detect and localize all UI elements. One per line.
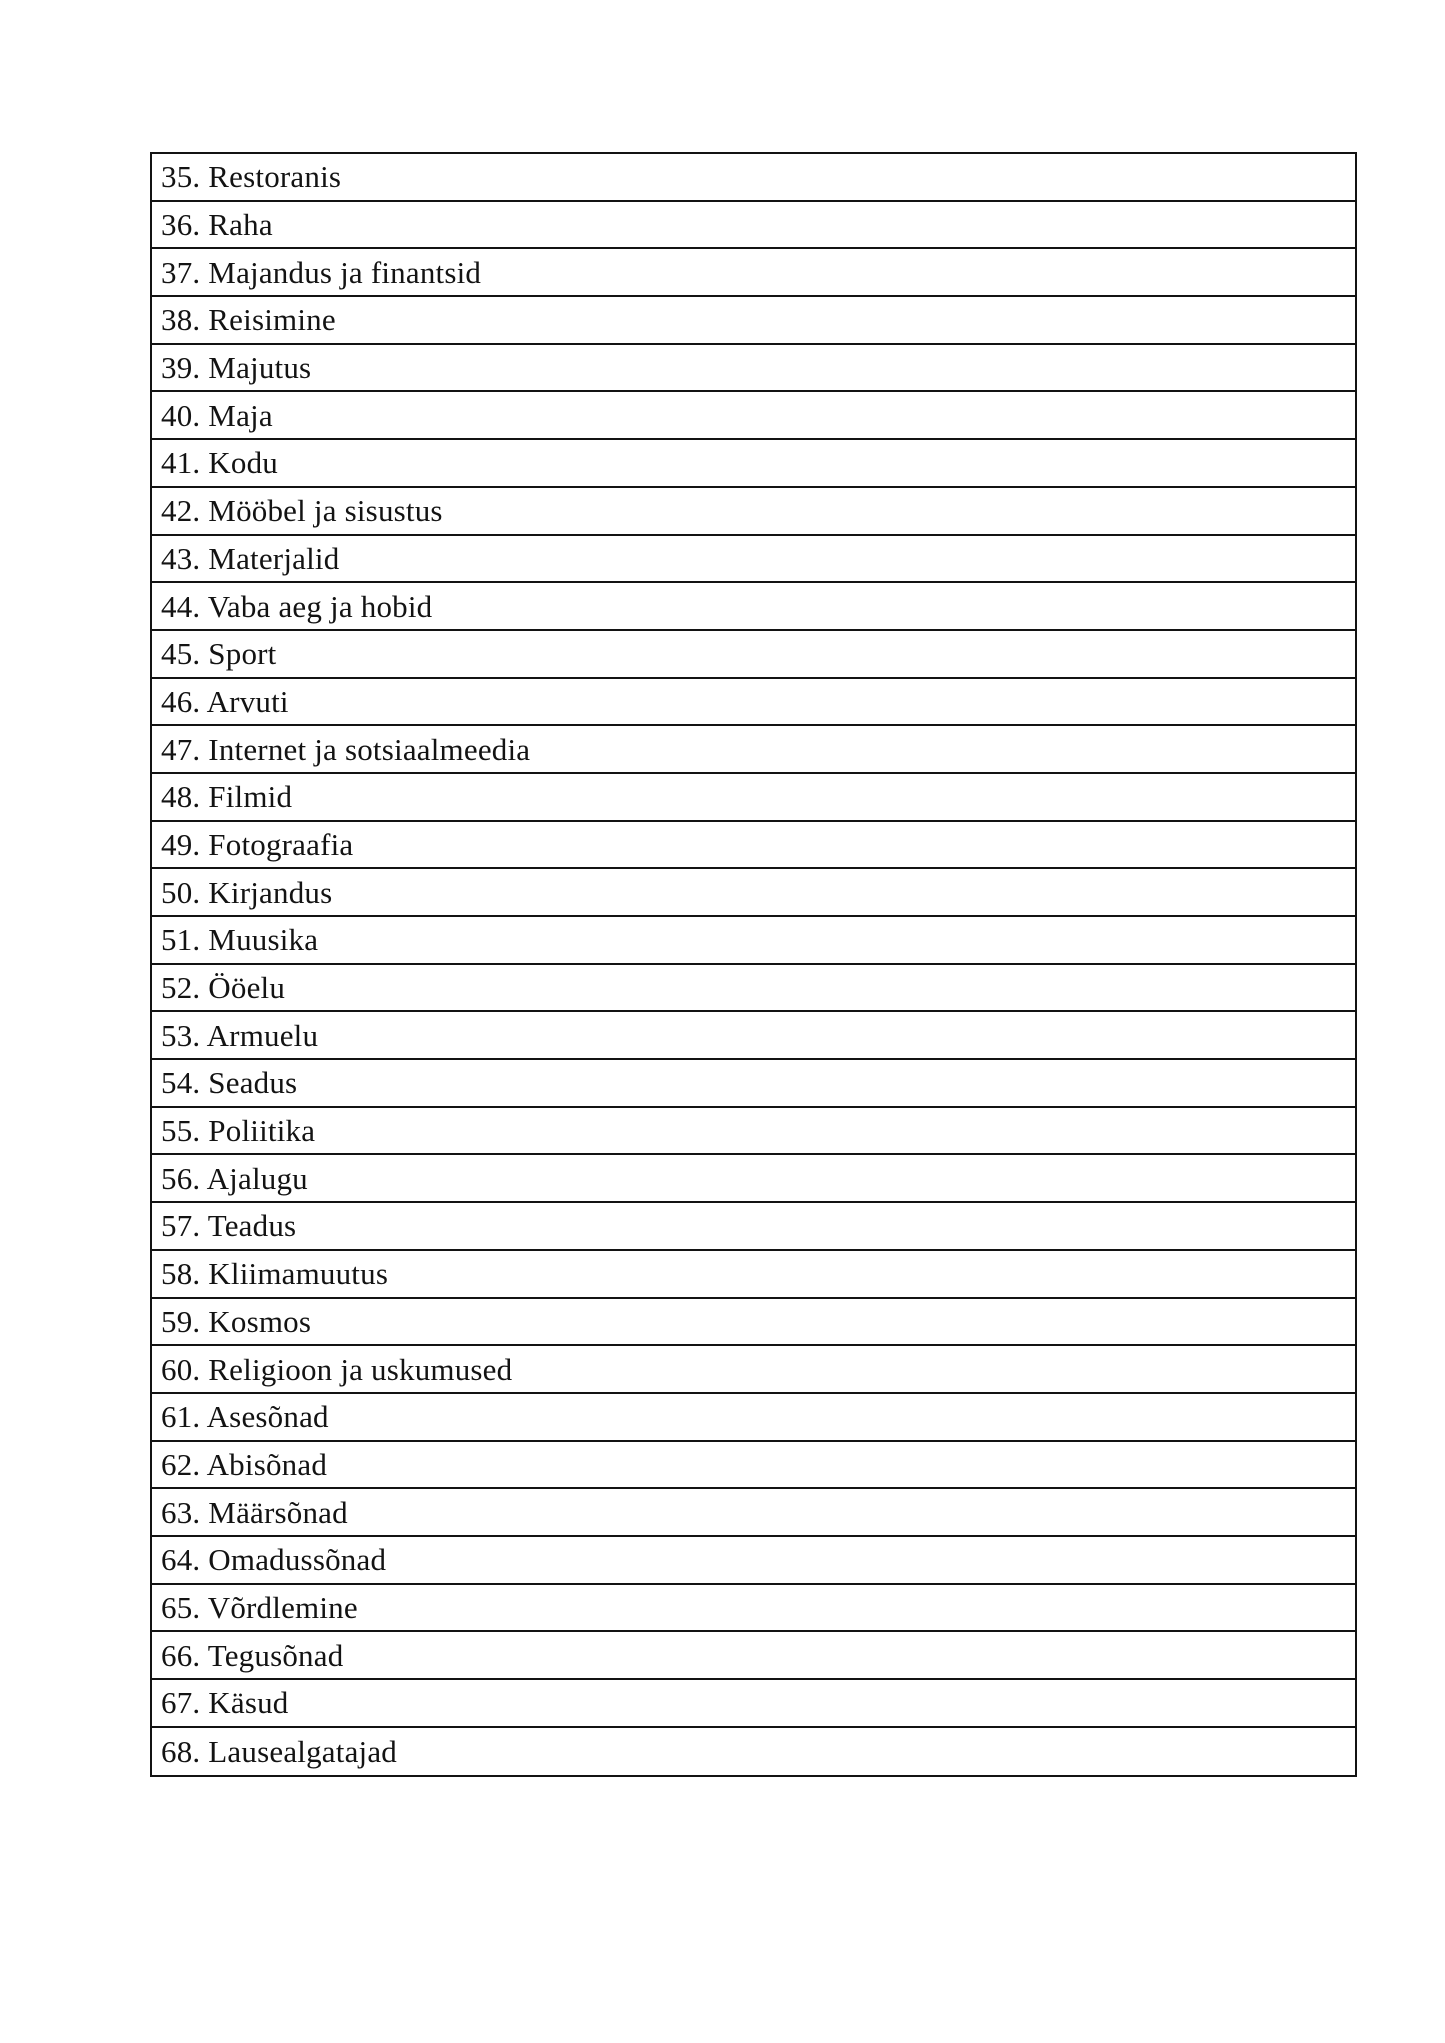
toc-entry: 40. Maja <box>161 397 273 433</box>
toc-entry: 58. Kliimamuutus <box>161 1256 389 1292</box>
toc-entry: 39. Majutus <box>161 350 312 386</box>
toc-entry: 43. Materjalid <box>161 540 340 576</box>
toc-row <box>152 1680 1355 1728</box>
toc-entry: 37. Majandus ja finantsid <box>161 254 482 290</box>
toc-row <box>152 297 1355 345</box>
toc-row <box>152 774 1355 822</box>
toc-row <box>152 1728 1355 1776</box>
toc-entry: 36. Raha <box>161 207 273 243</box>
toc-row <box>152 1346 1355 1394</box>
toc-row <box>152 869 1355 917</box>
toc-entry: 63. Määrsõnad <box>161 1494 348 1530</box>
toc-entry: 44. Vaba aeg ja hobid <box>161 588 433 624</box>
toc-row <box>152 965 1355 1013</box>
toc-row <box>152 1299 1355 1347</box>
toc-entry: 62. Abisõnad <box>161 1446 328 1482</box>
toc-entry: 47. Internet ja sotsiaalmeedia <box>161 731 531 767</box>
toc-row <box>152 536 1355 584</box>
toc-entry: 66. Tegusõnad <box>161 1637 344 1673</box>
toc-row <box>152 1012 1355 1060</box>
toc-row <box>152 1203 1355 1251</box>
toc-row <box>152 1632 1355 1680</box>
toc-entry: 68. Lausealgatajad <box>161 1734 397 1770</box>
toc-entry: 45. Sport <box>161 636 277 672</box>
toc-entry: 57. Teadus <box>161 1208 297 1244</box>
toc-row <box>152 440 1355 488</box>
toc-row <box>152 1394 1355 1442</box>
toc-entry: 35. Restoranis <box>161 159 342 195</box>
toc-entry: 60. Religioon ja uskumused <box>161 1351 513 1387</box>
toc-row <box>152 726 1355 774</box>
table-of-contents <box>150 152 1357 1777</box>
toc-entry: 48. Filmid <box>161 779 293 815</box>
toc-entry: 52. Ööelu <box>161 970 286 1006</box>
toc-entry: 59. Kosmos <box>161 1303 312 1339</box>
toc-entry: 49. Fotograafia <box>161 826 354 862</box>
toc-row <box>152 1537 1355 1585</box>
toc-entry: 41. Kodu <box>161 445 278 481</box>
toc-row <box>152 1060 1355 1108</box>
toc-row <box>152 1155 1355 1203</box>
toc-entry: 53. Armuelu <box>161 1017 319 1053</box>
toc-entry: 55. Poliitika <box>161 1113 316 1149</box>
toc-row <box>152 1489 1355 1537</box>
toc-row <box>152 917 1355 965</box>
toc-entry: 67. Käsud <box>161 1685 289 1721</box>
toc-row <box>152 202 1355 250</box>
toc-entry: 42. Mööbel ja sisustus <box>161 493 443 529</box>
toc-row <box>152 1442 1355 1490</box>
toc-entry: 54. Seadus <box>161 1065 298 1101</box>
toc-entry: 64. Omadussõnad <box>161 1542 387 1578</box>
toc-entry: 56. Ajalugu <box>161 1160 308 1196</box>
toc-entry: 46. Arvuti <box>161 683 289 719</box>
toc-row <box>152 631 1355 679</box>
toc-entry: 51. Muusika <box>161 922 319 958</box>
toc-entry: 61. Asesõnad <box>161 1399 329 1435</box>
toc-row <box>152 1108 1355 1156</box>
toc-row <box>152 679 1355 727</box>
toc-row <box>152 583 1355 631</box>
toc-row <box>152 1585 1355 1633</box>
toc-row <box>152 249 1355 297</box>
toc-row <box>152 392 1355 440</box>
toc-row <box>152 1251 1355 1299</box>
toc-row <box>152 345 1355 393</box>
toc-row <box>152 488 1355 536</box>
toc-row <box>152 154 1355 202</box>
toc-row <box>152 822 1355 870</box>
toc-entry: 38. Reisimine <box>161 302 336 338</box>
toc-entry: 50. Kirjandus <box>161 874 333 910</box>
toc-entry: 65. Võrdlemine <box>161 1589 358 1625</box>
